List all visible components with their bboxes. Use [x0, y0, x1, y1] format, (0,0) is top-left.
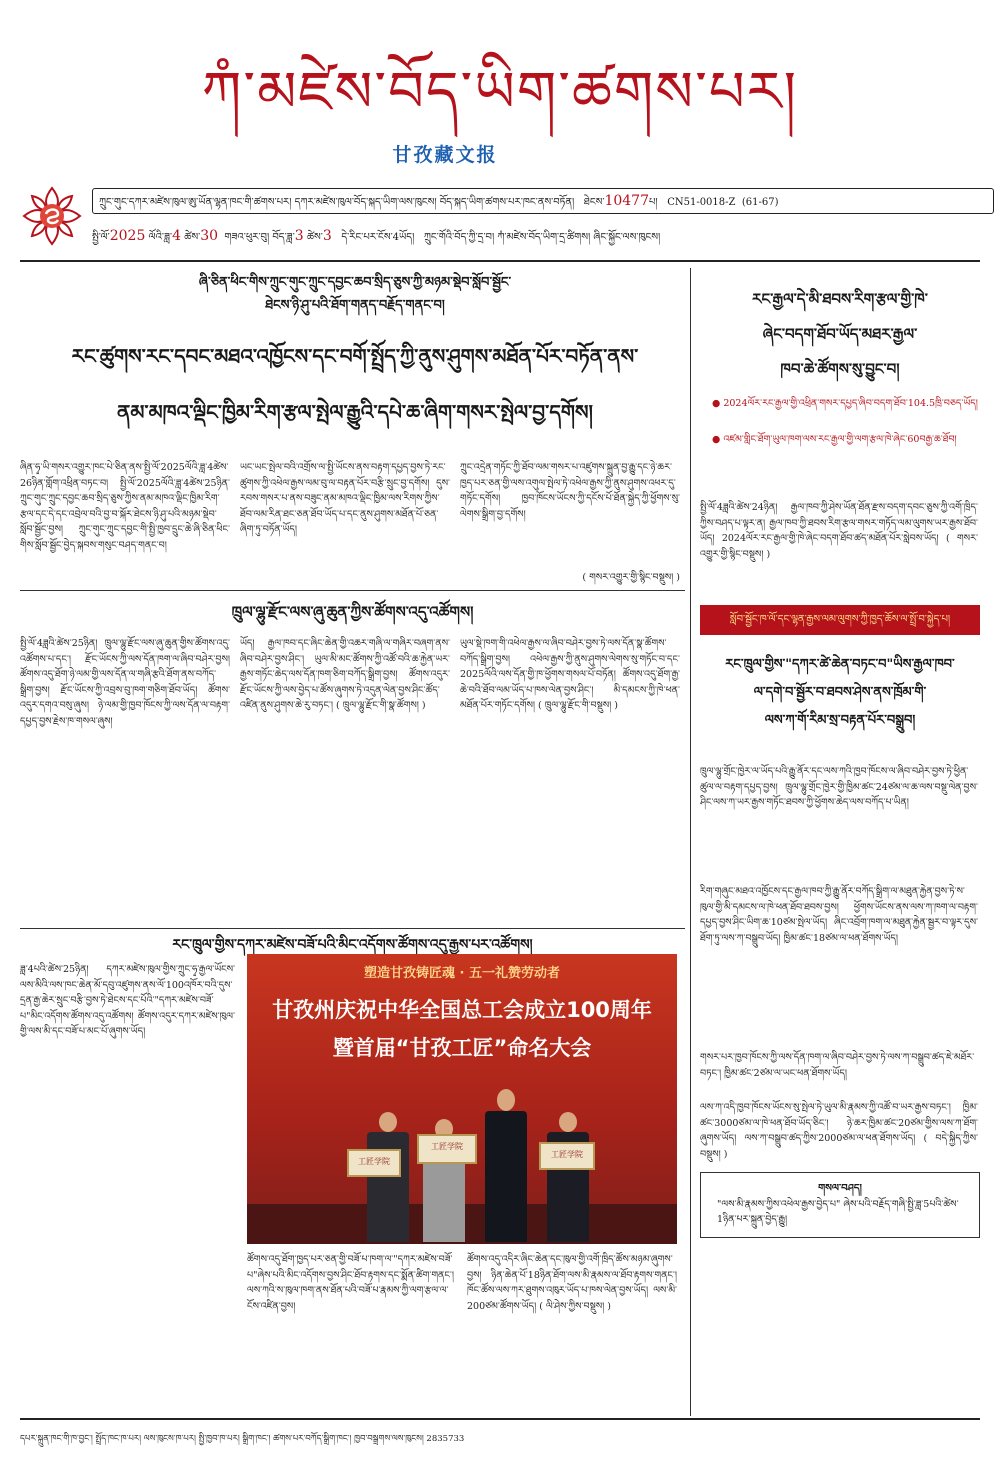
right-headline2-1: རང་ཁྲུལ་གྱིས་"དཀར་ཚེ་ཆེན་བཏང་བ"ཡིས་རྒྱལ་ཁབ་: [725, 657, 955, 672]
right-headline2-2: ལ་དགེ་བ་སྦྱོར་བ་ཐབས་ཤེས་ནས་ཁྲོམ་གི་: [753, 685, 927, 700]
lotus-logo-icon: [20, 184, 84, 248]
right-headline-1: རང་རྒྱལ་དེ་མི་ཐབས་རིག་རྩལ་གྱི་ཁེ་: [752, 290, 928, 308]
issue-prefix: ཐེངས་: [583, 197, 605, 208]
tib-day-label: ཚེས་: [306, 232, 323, 243]
cn-code: CN51-0018-Z: [667, 197, 736, 208]
article3-headline: རང་ཁྲུལ་གྱིས་དཀར་མཛེས་བཟོ་པའི་མིང་འདོགས་ཚོགས་འདུ་རྒྱས་པར་འཚོགས།: [172, 937, 533, 953]
footer-rule: [20, 1418, 980, 1420]
plaque-2: 工匠学院: [417, 1134, 477, 1164]
lead-column-3: ཀྲུང་འདྲེན་གཏོང་ཀྱི་ཐོབ་ལམ་གསར་པ་འཛུགས་སྐྲུན་བྱ་རྒྱུ་དང་ཉེ་ཆར་ཁྱད་པར་ཅན་གྱི་ལས་འགུལ་སྤེལ་ཏེ་འཕེལ་རྒྱས་ཀྱི་ནུས་ཤུགས་འཕར་དུ་གཏོང་དགོས། ཁྱབ་ཁོངས་ཡོངས་ཀྱི་དངོས་པོ་ཐོན་སྐྱེད་ཀྱི་ཕྱོགས་སུ་ལེགས་སྒྲིག་བྱ་དགོས།: [460, 462, 680, 520]
publisher-box: ཀྲུང་གུང་དཀར་མཛེས་ཁུལ་ཨུ་ཡོན་ལྷན་ཁང་གི་ཚགས་པར། དཀར་མཛེས་ཁུལ་བོད་སྐད་ཡིག་ལས་ཁུངས། བོད་སྐད་ཡིག་ཚགས་པར་ཁང་ནས་བཏོན། ཐེངས་10477པ། CN51-0018-Z (61-67): [92, 188, 994, 214]
article3-column-2: ཚོགས་འདུ་ཐོག་ཁྱད་པར་ཅན་གྱི་བཟོ་པ་ཁག་ལ་"དཀར་མཛེས་བཟོ་པ"ཞེས་པའི་མིང་འདོགས་བྱས་ཤིང་ཐོབ་རྟགས་དང་སྨོན་ཚིག་གནང་། ལས་ཀའི་ས་ཁུལ་ཁག་ནས་ཐོན་པའི་བཟོ་པ་རྣམས་ཀྱི་ལག་རྩལ་ལ་ངོས་འཛིན་བྱས།: [247, 1254, 454, 1312]
person-3: [485, 1111, 527, 1242]
date-day-label: ཚེས་: [184, 232, 201, 243]
article2-column-3: ཡུལ་སྡེ་ཁག་གི་འཕེལ་རྒྱས་ལ་ཞིབ་བཤེར་བྱས་ཏེ་ལས་དོན་སྣ་ཚོགས་བཀོད་སྒྲིག་བྱས། འཕེལ་རྒྱས་ཀྱི་ནུས་ཤུགས་ལེགས་སུ་གཏོང་བ་དང་2025ལོའི་ལས་དོན་གྱི་ཁ་ཕྱོགས་གསལ་པོ་བཏོན། ཚོགས་འདུ་ཐོག་རྒྱ་ཆེ་བའི་ཐོབ་ལམ་ཡོད་པ་ཁས་ལེན་བྱས་ཤིང་། མི་དམངས་ཀྱི་ཁེ་ཕན་མཐོན་པོར་གཏོང་དགོས། ( ཁྲུལ་ལྷུ་རྫོང་གི་བསྡུས། ): [460, 638, 680, 712]
bullet-dot-icon: ●: [712, 398, 721, 409]
article3-column-3: ཚོགས་འདུ་འདིར་ཞིང་ཆེན་དང་ཁུལ་གྱི་འགོ་ཁྲིད་ཚོས་མཉམ་ཞུགས་བྱས། ཉིན་ཆེན་པོ་18ཉིན་ཐོག་ལས་མི་རྣམས་ལ་ཐོབ་རྟགས་གནང་། ཁོང་ཚོས་ལས་ཀར་ཐུགས་འཁུར་ཡོད་པ་ཁས་ལེན་བྱས་ཡོད། ལས་མི་200ཙམ་ཚོགས་ཡོད། ( ལི་ཤེས་ཀྱིས་བསྡུས། ): [467, 1254, 677, 1312]
photo-banner-line-1: 甘孜州庆祝中华全国总工会成立100周年: [272, 998, 652, 1022]
lead-column-2: ཡང་ཡང་སྤེལ་བའི་འགྲོས་ལ་སྤྱི་ཡོངས་ནས་བརྟག་དཔྱད་བྱས་ཏེ་རང་ཚུགས་ཀྱི་འཕེལ་རྒྱས་ལམ་བུ་ལ་བརྟན་པོར་བརྩི་སྲུང་བྱ་དགོས། དུས་རབས་གསར་པ་ནས་བཟུང་ནམ་མཁའ་ལྡིང་ཁྱིམ་ལས་རིགས་ཀྱིས་ཐོབ་ལམ་རིན་ཐང་ཅན་ཐོབ་ཡོད་པ་དང་ནུས་ཤུགས་མཐོན་པོ་ཅན་ཞིག་ཏུ་བཏོན་ཡོད།: [240, 462, 450, 536]
person-3-head: [497, 1089, 515, 1111]
right-headline-3: ཁབ་ཆེ་ཚོགས་སུ་བྱུང་བ།: [780, 360, 900, 378]
footer: དཔར་སྐྲུན་ཁང་གི་ཁ་བྱང་། སྤྲོད་ཁང་ཁ་པར། ལས་ཁུངས་ཁ་པར། སྤྱི་ཁྱབ་ཁ་པར། སྒྲིག་ཁང་། ཚགས་པར་བཀོད་སྒྲིག་ཁང་། ཁྱབ་བསྒྲགས་ལས་ཁུངས། 2835733: [20, 1434, 465, 1444]
date-line: [92, 224, 994, 248]
editor-note-label: གསལ་བཤད།: [818, 1183, 862, 1194]
date-month-label: ལོའི་ཟླ་: [148, 232, 173, 243]
postal-code: 61-67: [745, 197, 775, 208]
info-bar: [20, 184, 980, 260]
plaque-3: 工匠学院: [539, 1142, 595, 1170]
weekday-label: གཟའ་ཕུར་བུ། བོད་ཟླ་: [224, 232, 295, 243]
date-month: 4: [172, 228, 182, 244]
pages-text: དེ་རིང་པར་ངོས་4ཡོད།: [341, 232, 415, 243]
date-prefix: སྤྱི་ལོ་: [92, 232, 110, 243]
person-1-head: [379, 1112, 397, 1132]
plaque-1: 工匠学院: [347, 1149, 401, 1177]
right-bullet-1: [712, 396, 978, 411]
red-banner: སློབ་སྦྱོང་ཁ་ལོ་དང་ལྷན་རྒྱས་ལམ་ལུགས་ཀྱི་ཁྱད་ཆོས་ལ་སྤྲོ་བ་སྐྱེད་པ།: [700, 605, 980, 635]
right-headline2-3: ལས་ཀ་གོ་རིམ་སྲ་བརྟན་པོར་བསྒྲུབ།: [764, 713, 916, 728]
article3-column-1: ཟླ་4པའི་ཚེས་25ཉིན། དཀར་མཛེས་ཁུལ་གྱིས་ཀྲུང་ཧྭ་རྒྱལ་ཡོངས་ལས་མིའི་ལས་ཁང་ཆེན་མོ་དབུ་འཛུགས་ནས་ལོ་100འཁོར་བའི་དུས་དྲན་རྒྱ་ཆེར་སྲུང་བརྩི་བྱས་ཏེ་ཐེངས་དང་པོའི་"དཀར་མཛེས་བཟོ་པ"མིང་འདོགས་ཚོགས་འདུ་འཚོགས། ཚོགས་འདུར་དཀར་མཛེས་ཁུལ་གྱི་ལས་མི་དང་བཟོ་པ་མང་པོ་ཞུགས་ཡོད།: [20, 964, 235, 1038]
online-text: ཀྲུང་གོའི་བོད་ཀྱི་དྲ་བ། ཀཾ་མཛེས་བོད་ཡིག་དྲ་ཚིགས། ཞིང་སྐྱོང་ལས་ཁུངས།: [423, 232, 661, 243]
article2-column-2: ཡོད། རྒྱལ་ཁབ་དང་ཞིང་ཆེན་གྱི་འཆར་གཞི་ལ་གཞིར་བཞག་ནས་ཞིབ་བཤེར་བྱས་ཤིང་། ཡུལ་མི་མང་ཚོགས་ཀྱི་འཚོ་བའི་ཆ་རྐྱེན་ཡར་རྒྱས་གཏོང་ཆེད་ལས་དོན་ཁག་ཅིག་བཀོད་སྒྲིག་བྱས། ཚོགས་འདུར་རྫོང་ཡོངས་ཀྱི་ལས་བྱེད་པ་ཚོས་ཞུགས་ཏེ་འདུན་ལེན་བྱས་ཤིང་ཚོད་འཛིན་ནུས་ཤུགས་ཆེ་རུ་བཏང་། ( ཁྲུལ་ལྷུ་རྫོང་གི་སྣ་ཚོགས། ): [240, 638, 450, 712]
photo-banner-line-2: 暨首届“甘孜工匠”命名大会: [332, 1036, 592, 1060]
lead-kicker-2: ཐེངས་ཉི་ཤུ་པའི་ཐོག་གནད་བརྗོད་གནང་བ།: [265, 298, 445, 313]
right-bullet-2-text: འཛམ་གླིང་ཐོག་ཡུལ་ཁག་ལས་རང་རྒྱལ་གྱི་ལག་རྩལ་ཁེ་ཞེང་60བརྒྱ་ཆ་ཐོབ།: [723, 434, 957, 445]
issue-suffix: པ།: [649, 197, 658, 208]
date-day: 30: [200, 228, 219, 244]
right-headline-2: ཞེང་བདག་ཐོབ་ཡོད་མཐར་རྒྱལ་: [762, 325, 918, 343]
masthead-title: ཀཾ་མཛེས་བོད་ཡིག་ཚགས་པར།: [201, 60, 799, 125]
right-body2-paragraph-2: རིག་གཞུང་མཐའ་འཁྱོངས་དང་རྒྱལ་ཁབ་ཀྱི་རྒྱུ་ནོར་བཀོད་སྒྲིག་ལ་མཐུན་རྐྱེན་བྱས་ཏེ་ས་ཁུལ་གྱི་མི་དམངས་ལ་ཁེ་ཕན་ཐོབ་ཐབས་བྱས། ཕྱོགས་ཡོངས་ནས་ལས་ཀ་ཁག་ལ་བརྟག་དཔྱད་བྱས་ཤིང་ཡིག་ཆ་10ཙམ་སྤེལ་ཡོད། ཞིང་འབྲོག་ཁག་ལ་མཐུན་རྐྱེན་སྦྱར་བ་ལྟར་དུས་ཐོག་ཏུ་ལས་ཀ་བསྒྲུབ་ཡོད། ཁྱིམ་ཚང་18ཙམ་ལ་ཕན་ཐོགས་ཡོད།: [700, 886, 978, 944]
lead-headline-2: ནམ་མཁའ་ལྡིང་ཁྱིམ་རིག་རྩལ་སྤེལ་རྒྱུའི་དཔེ་ཆ་ཞིག་གསར་སྤེལ་བྱ་དགོས།: [117, 400, 593, 424]
column-separator: [690, 268, 691, 1416]
bullet-dot-icon: ●: [712, 434, 721, 445]
right-bullet-1-text: 2024ལོར་རང་རྒྱལ་གྱི་འཕྲིན་གསར་དཔྱད་ཞིབ་བདག་ཐོབ་104.5ཁྲི་བཅད་ཡོད།: [723, 398, 978, 409]
lead-headline-1: རང་ཚུགས་རང་དབང་མཐའ་འཁྱོངས་དང་བགོ་སྤྲོད་ཀྱི་ནུས་ཤུགས་མཐོན་པོར་བཏོན་ནས་: [71, 344, 639, 368]
lead-column-1: ཞིན་ཧྭ་ཡི་གསར་འགྱུར་ཁང་པེ་ཅིན་ནས་སྤྱི་ལོ་2025ལོའི་ཟླ་4ཚེས་26ཉིན་གློག་འཕྲིན་བཏང་བ། སྤྱི་ལོ་2025ལོའི་ཟླ་4ཚེས་25ཉིན་ཀྲུང་གུང་ཀྲུང་དབྱང་ཆབ་སྲིད་ཅུས་ཀྱིས་ནམ་མཁའ་ལྡིང་ཁྱིམ་རིག་རྩལ་དང་དེ་དང་འབྲེལ་བའི་བྱ་བ་སྐོར་ཐེངས་ཉི་ཤུ་པའི་མཉམ་སྡེབ་སློབ་སྦྱོང་བྱས། ཀྲུང་གུང་ཀྲུང་དབྱང་གི་སྤྱི་ཁྱབ་དྲུང་ཆེ་ཞི་ཅིན་ཕིང་གིས་སློབ་སྦྱོང་བྱེད་སྐབས་གསུང་བཤད་གནང་བ།: [20, 462, 230, 551]
date-year: 2025: [109, 228, 146, 244]
article2-column-1: སྤྱི་ལོ་4ཟླའི་ཚེས་25ཉིན། ཁྲུལ་ལྷུ་རྫོང་ལས་ཞུ་ཆུན་གྱིས་ཚོགས་འདུ་འཚོགས་པ་དང་། རྫོང་ཡོངས་ཀྱི་ལས་དོན་ཁག་ལ་ཞིབ་བཤེར་བྱས། ཚོགས་འདུ་ཐོག་ཉེ་ལམ་གྱི་ལས་དོན་ལ་གཞི་རྩའི་ཐོག་ནས་བཀོད་སྒྲིག་བྱས། རྫོང་ཡོངས་ཀྱི་འབྲས་བུ་ཁག་གཅིག་ཐོབ་ཡོད། ཚོགས་འདུར་དགའ་བསུ་ཞུས། ཉེ་ལམ་གྱི་ཁྱབ་ཁོངས་ཀྱི་ལས་དོན་ལ་བརྟག་དཔྱད་བྱས་རྗེས་ཁ་གསལ་ཞུས།: [20, 638, 230, 727]
tib-month: 3: [294, 228, 304, 244]
right-bullet-2: [712, 432, 978, 447]
right-body2-paragraph-3: གསར་པར་ཁྱབ་ཁོངས་ཀྱི་ལས་དོན་ཁག་ལ་ཞིབ་བཤེར་བྱས་ཏེ་ལས་ཀ་བསྒྲུབ་ཚད་ཇེ་མཐོར་བཏང་། ཁྱིམ་ཚང་2ཙམ་ལ་ཡང་ཕན་ཐོགས་ཡོད།: [700, 1052, 975, 1079]
right-body: སྤྱི་ལོ་4ཟླའི་ཚེས་24ཉིན། རྒྱལ་ཁབ་ཀྱི་ཤེས་ཡོན་ཐོན་རྫས་བདག་དབང་ཅུས་ཀྱི་འགོ་ཁྲིད་ཀྱིས་བཤད་པ་ལྟར་ན། རྒྱལ་ཁབ་ཀྱི་ཐབས་རིག་རྩལ་གསར་གཏོད་ལམ་ལུགས་ཡར་རྒྱས་ཐོབ་ཡོད། 2024ལོར་རང་རྒྱལ་གྱི་ཁེ་ཞེང་བདག་ཐོབ་ཚད་མཐོན་པོར་སླེབས་ཡོད། ( གསར་འགྱུར་གྱི་སྙིང་བསྡུས། ): [700, 502, 978, 560]
header-rule: [20, 260, 980, 262]
publisher-line: ཀྲུང་གུང་དཀར་མཛེས་ཁུལ་ཨུ་ཡོན་ལྷན་ཁང་གི་ཚགས་པར། དཀར་མཛེས་ཁུལ་བོད་སྐད་ཡིག་ལས་ཁུངས། བོད་སྐད་ཡིག་ཚགས་པར་ཁང་ནས་བཏོན།: [99, 197, 575, 208]
person-4-head: [559, 1112, 577, 1132]
masthead: [0, 0, 1000, 180]
right-body2-paragraph-1: ཁྲུལ་ལྷུ་གྲོང་ཁྱེར་ལ་ཡོད་པའི་རྒྱུ་ནོར་དང་ལས་ཀའི་ཁྱབ་ཁོངས་ལ་ཞིབ་བཤེར་བྱས་ཏེ་ཕྱིན་ཚུལ་ལ་བརྟག་དཔྱད་བྱས། ཁྲུལ་ལྷུ་གྲོང་ཁྱེར་གྱི་ཁྱིམ་ཚང་24ཙམ་ལ་ཆ་ལས་བསྡུ་ལེན་བྱས་ཤིང་ལས་ཀ་ཡར་རྒྱས་གཏོང་ཐབས་ཀྱི་ཕྱོགས་ཆེད་ལས་བཀོད་པ་ཡིན།: [700, 766, 978, 809]
issue-number: 10477: [604, 193, 649, 209]
editor-note-box: [700, 1172, 980, 1238]
lead-kicker-1: ཞི་ཅིན་ཕིང་གིས་ཀྲུང་གུང་ཀྲུང་དབྱང་ཆབ་སྲིད་ཅུས་ཀྱི་མཉམ་སྡེབ་སློབ་སྦྱོང་: [198, 275, 512, 290]
editor-note-text: "ལས་མི་རྣམས་ཀྱིས་འཕེལ་རྒྱས་བྱེད་པ" ཞེས་པའི་བརྗོད་གཞི་སྤྱི་ཟླ་5པའི་ཚེས་1ཉིན་པར་སྐྲུན་བྱེད་རྒྱུ།: [717, 1199, 959, 1225]
divider-article2: [20, 928, 685, 929]
article2-headline: ཁྲུལ་ལྷུ་རྫོང་ལས་ཞུ་ཆུན་ཀྱིས་ཚོགས་འདུ་འཚོགས།: [231, 603, 474, 621]
masthead-chinese-title: 甘孜藏文报: [392, 144, 498, 166]
right-body2-paragraph-4: ལས་ཀ་འདི་ཁྱབ་ཁོངས་ཡོངས་སུ་སྤེལ་ཏེ་ཡུལ་མི་རྣམས་ཀྱི་འཚོ་བ་ཡར་རྒྱས་བཏང་། ཁྱིམ་ཚང་3000ཙམ་ལ་ཁེ་ཕན་ཐོབ་ཡོད་ཅིང་། ཉེ་ཆར་ཁྱིམ་ཚང་20ཙམ་གྱིས་ལས་ཀ་ཐོག་ཞུགས་ཡོད། ལས་ཀ་བསྒྲུབ་ཚད་ཀྱིས་2000ཙམ་ལ་ཕན་ཐོགས་ཡོད། ( བདེ་སྐྱིད་ཀྱིས་བསྡུས། ): [700, 1102, 978, 1160]
photo-banner-top: 塑造甘孜铸匠魂 · 五一礼赞劳动者: [364, 966, 560, 981]
ceremony-photo: [247, 954, 677, 1244]
divider-lead: [20, 590, 685, 591]
tib-day: 3: [322, 228, 332, 244]
lead-credit: ( གསར་འགྱུར་གྱི་སྙིང་བསྡུས། ): [582, 572, 680, 583]
